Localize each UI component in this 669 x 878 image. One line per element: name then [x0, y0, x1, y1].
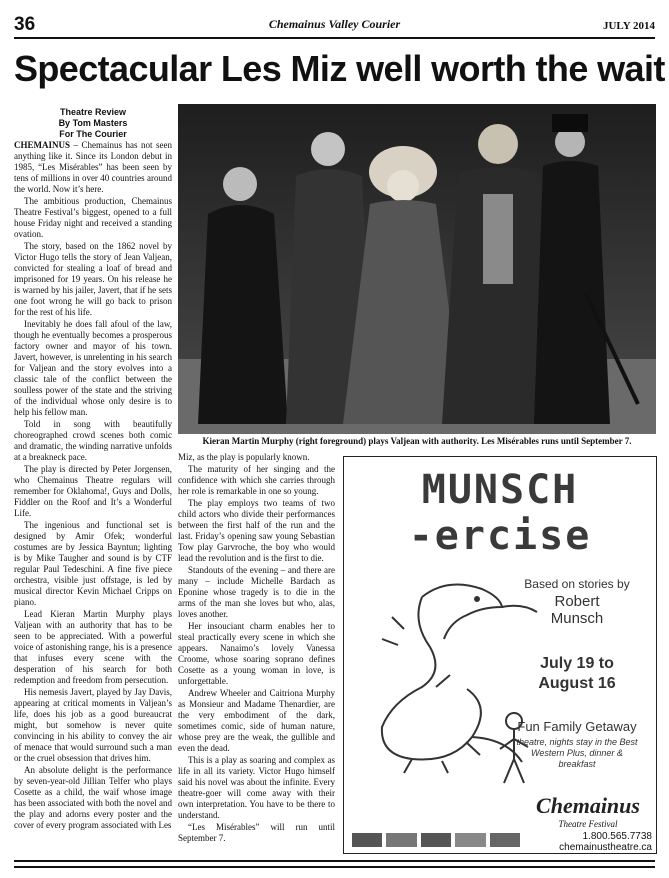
child-figure-icon	[494, 709, 534, 789]
article-paragraph: The play employs two teams of two child actors who divide their performances between the first half of the run and the last. Friday’s opening saw young Sebastian Tow play Garvroche, the boy who would lead the revolution and is the first to die.	[178, 498, 335, 563]
article-paragraph: The play is directed by Peter Jorgensen, who Chemainus Theatre regulars will remember for Oklahoma!, Guys and Dolls, Fiddler on the Roof and It’s a Wonderful Life.	[14, 464, 172, 518]
header-rule	[14, 37, 655, 39]
article-paragraph: Told in song with beautifully choreographed crowd scenes both comic and dramatic, the winding narrative unfolds at a breakneck pace.	[14, 419, 172, 462]
footer-rule	[14, 860, 655, 862]
article-paragraph: The ambitious production, Chemainus Theatre Festival’s biggest, opened to a full house Friday night and received a standing ovation.	[14, 196, 172, 239]
issue-date: JULY 2014	[602, 20, 655, 32]
headline: Spectacular Les Miz well worth the wait	[14, 48, 665, 89]
ad-website[interactable]: chemainustheatre.ca	[559, 842, 652, 853]
article-paragraph: The story, based on the 1862 novel by Victor Hugo tells the story of Jean Valjean, convicted for stealing a loaf of bread and imprisoned for 19 years. On his release he is warned by his jailer, Javert, that if he sets one foot wrong he will go back to prison for the rest of his life.	[14, 241, 172, 317]
article-column-1	[14, 140, 172, 855]
article-paragraph: Andrew Wheeler and Caitriona Murphy as Monsieur and Madame Thenardier, are the very embodiment of the dark, sometimes comic, side of human nature, whose prey are the weak, the gullible and even the dead.	[178, 688, 335, 753]
ad-author-last: Munsch	[550, 610, 604, 627]
article-paragraph: “Les Misérables” will run until September 7.	[178, 822, 335, 843]
article-paragraph: Miz, as the play is popularly known.	[178, 452, 310, 462]
sponsor-logo-icon	[455, 833, 485, 847]
byline-line: Theatre Review	[59, 107, 127, 117]
chemainus-logo-subtitle: Theatre Festival	[558, 819, 618, 829]
byline	[14, 107, 172, 140]
ad-author-first: Robert	[554, 593, 600, 610]
page-number: 36	[14, 14, 36, 35]
newspaper-name: Chemainus Valley Courier	[268, 17, 401, 31]
ad-phone[interactable]: 1.800.565.7738	[582, 831, 652, 842]
byline-line: By Tom Masters	[58, 118, 128, 128]
article-paragraph: An absolute delight is the performance by seven-year-old Jillian Telfer who plays Cosette as a child, the waif whose image has been associated with both the novel and the play and adorns every poster and the cover of every program associated with Les	[14, 765, 172, 830]
article-paragraph: This is a play as soaring and complex as life in all its variety. Victor Hugo himself said his novel was about the infinite. Every theatre-goer will come away with their own interpretation. You have to be there to understand.	[178, 755, 335, 820]
article-paragraph	[14, 140, 172, 195]
article-paragraph: Inevitably he does fall afoul of the law, though he eventually becomes a prosperous factory owner and mayor of his town. Javert, however, is unrelenting in his search for Valjean and the story evolves into a classic tale of the conflict between the soulless power of the state and the striving of the individual whose only desire is to help his fellow man.	[14, 319, 172, 417]
article-paragraph: The maturity of her singing and the confidence with which she carries through her role is remarkable in one so young.	[178, 464, 335, 496]
dateline: CHEMAINUS	[14, 140, 71, 150]
sponsor-logo-icon	[490, 833, 520, 847]
munsch-ercise-advertisement[interactable]	[343, 456, 657, 854]
ad-getaway: Fun Family Getaway	[517, 719, 637, 734]
byline-line: For The Courier	[59, 129, 127, 139]
footer-rule	[14, 866, 655, 868]
ad-title-line-2: -ercise	[408, 513, 592, 559]
production-photo	[178, 104, 656, 434]
article-paragraph: Lead Kieran Martin Murphy plays Valjean with an authority that has to be seen to be appreciated. With a powerful voice of astonishing range, his is a presence that infuses every scene with the desperation of his search for both redemption and freedom from persecution.	[14, 609, 172, 685]
ad-getaway-detail: theatre, nights stay in the Best Western Plus, dinner & breakfast	[516, 737, 638, 769]
sponsor-logo-icon	[386, 833, 416, 847]
sponsor-logo-icon	[352, 833, 382, 847]
article-column-2	[178, 452, 335, 852]
article-paragraph: Her insouciant charm enables her to steal practically every scene in which she appears. Nanaimo’s lovely Vanessa Croome, whose soaring soprano defines Cosette as a young woman in love, is unforgettable.	[178, 621, 335, 686]
sponsor-logo-icon	[421, 833, 451, 847]
dateline-text: – Chemainus has not seen anything like it. Since its London debut in 1985, “Les Misérables” has been seen by tens of millions in over 40 countries around the world. Now it’s here.	[14, 140, 172, 194]
ad-dates-end: August 16	[538, 675, 616, 692]
article-paragraph: The ingenious and functional set is designed by Amir Ofek; wonderful costumes are by Jessica Bayntun; lighting is by Mike Taugher and sound is by CTF regular Paul Tedeschini. A fine five piece orchestra, visible just offstage, is led by musical director Kevin Michael Cripps on piano.	[14, 520, 172, 607]
chemainus-logo: Chemainus	[536, 793, 640, 818]
ad-title-line-1: MUNSCH	[421, 467, 579, 513]
sponsor-logos	[352, 833, 520, 847]
article-paragraph: His nemesis Javert, played by Jay Davis, appearing at critical moments in Valjean’s life, does his job as a good bureaucrat might, but somehow is never quite convincing in his ability to convey the air of menace that would surround such a man or the cruel obsession that drives him.	[14, 687, 172, 763]
article-paragraph: Standouts of the evening – and there are many – include Michelle Bardach as Eponine whose tragedy is to die in the arms of the man she loves but who, alas, loves another.	[178, 565, 335, 619]
photo-caption: Kieran Martin Murphy (right foreground) plays Valjean with authority. Les Misérables runs until September 7.	[202, 436, 632, 446]
cast-photo-illustration	[178, 104, 656, 434]
ad-based-on: Based on stories by	[524, 577, 630, 591]
ad-dates-start: July 19 to	[540, 655, 614, 672]
